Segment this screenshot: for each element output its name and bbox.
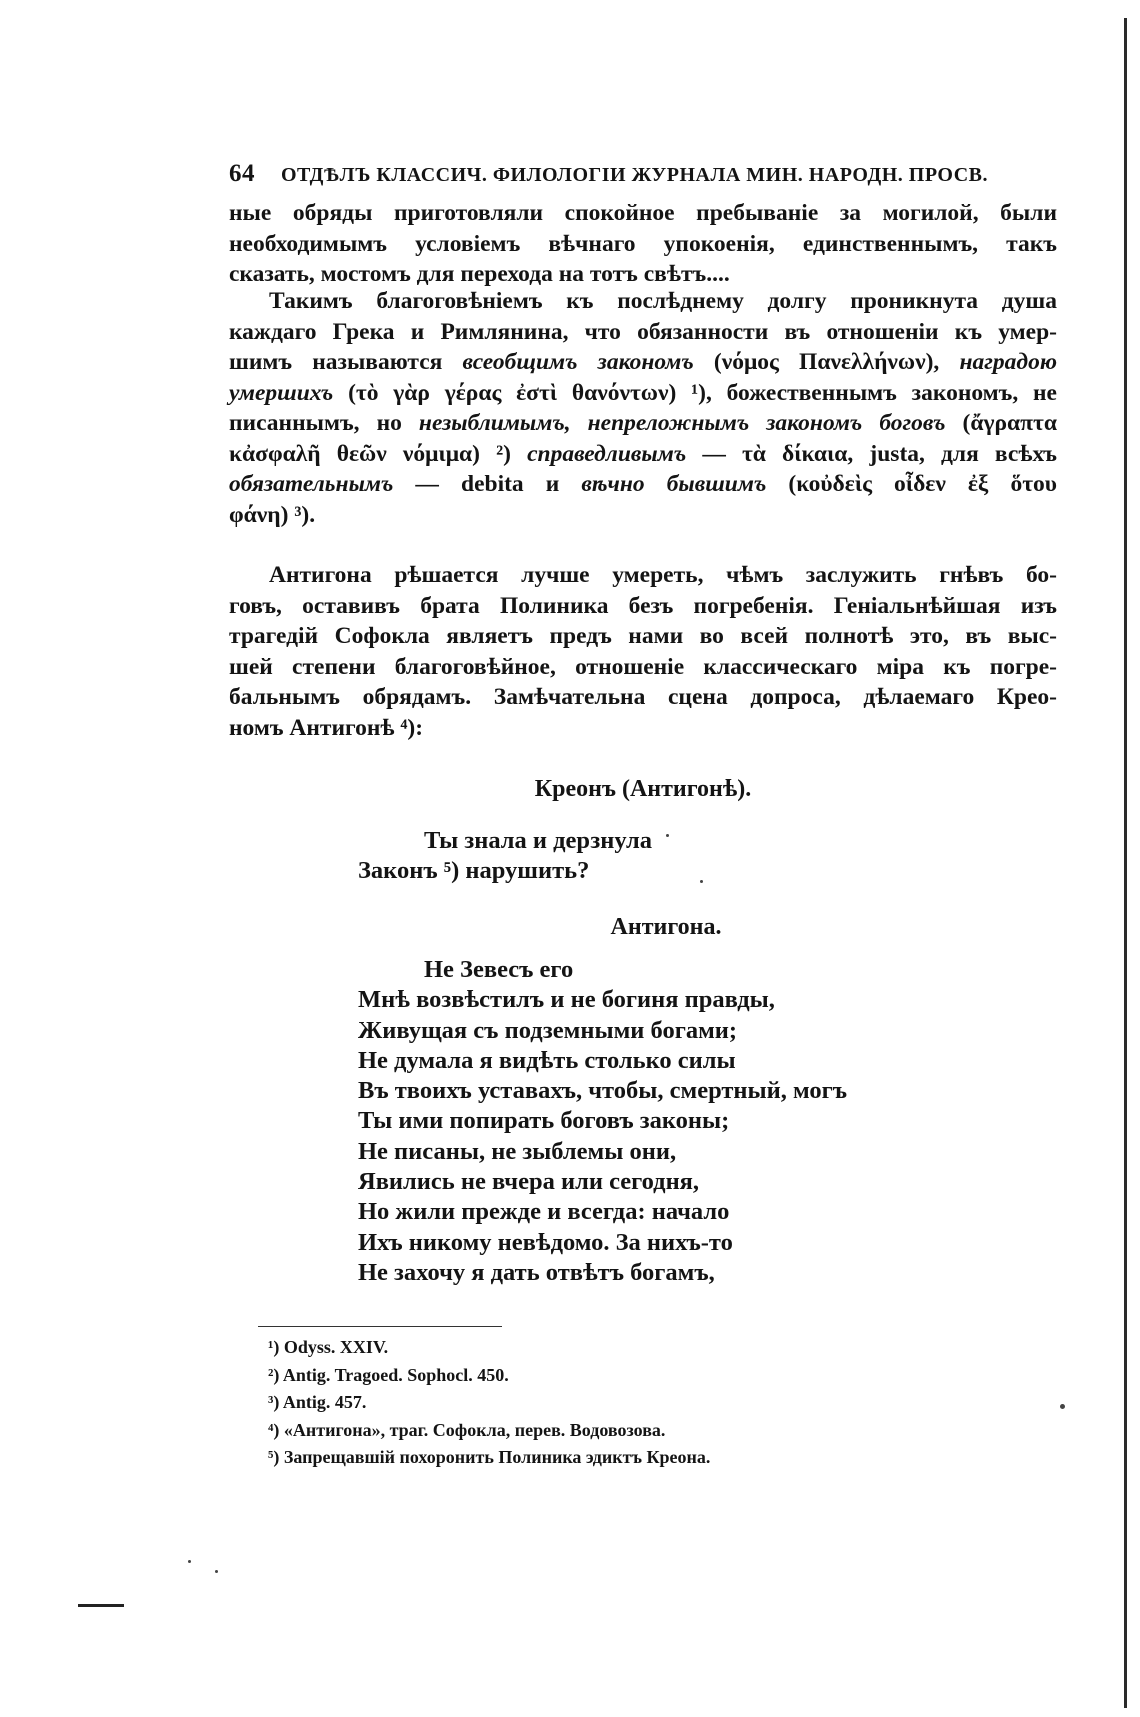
running-header bbox=[229, 160, 1057, 188]
text-run: шимъ называются bbox=[229, 349, 463, 375]
text-line bbox=[229, 378, 1057, 409]
verse-line: Не захочу я дать отвѣтъ богамъ, bbox=[358, 1258, 715, 1286]
greek-phrase: (ἄγραπτα bbox=[945, 410, 1057, 436]
greek-phrase: κἀσφαλῆ θεῶν νόμιμα) ²) bbox=[229, 440, 528, 467]
verse-line: Мнѣ возвѣстилъ и не богиня правды, bbox=[358, 986, 775, 1014]
italic-phrase: вѣчно бывшимъ bbox=[581, 471, 767, 497]
paragraph-reverence bbox=[229, 286, 1057, 530]
paragraph-antigone bbox=[229, 560, 1057, 743]
italic-phrase: справедливымъ bbox=[527, 440, 687, 467]
text-line bbox=[229, 408, 1057, 439]
running-title: ОТДѢЛЪ КЛАССИЧ. ФИЛОЛОГІИ ЖУРНАЛА МИН. НАРОДН. ПРОСВ. bbox=[281, 164, 989, 186]
footnote: ²) Antig. Tragoed. Sophocl. 450. bbox=[268, 1364, 509, 1385]
verse-line: Не думала я видѣть столько силы bbox=[358, 1046, 736, 1074]
scan-speck bbox=[700, 880, 703, 883]
scan-speck bbox=[1060, 1404, 1065, 1409]
footnote-divider bbox=[258, 1326, 502, 1327]
greek-phrase: (νόμος Πανελλήνων), bbox=[693, 349, 960, 375]
page-edge-rule bbox=[1124, 18, 1127, 1708]
text-line: Антигона рѣшается лучше умереть, чѣмъ заслужить гнѣвъ бо- bbox=[269, 562, 1057, 588]
text-line: ные обряды приготовляли спокойное пребываніе за могилой, были bbox=[229, 200, 1057, 226]
scan-speck bbox=[215, 1570, 218, 1573]
footnotes bbox=[268, 1334, 710, 1472]
footnote: ³) Antig. 457. bbox=[268, 1392, 367, 1412]
footnote: ¹) Odyss. XXIV. bbox=[268, 1337, 389, 1357]
text-line: бальнымъ обрядамъ. Замѣчательна сцена допроса, дѣлаемаго Крео- bbox=[229, 684, 1057, 710]
speaker-creon: Креонъ (Антигонѣ). bbox=[534, 776, 752, 802]
text-line: трагедій Софокла являетъ предъ нами во всей полнотѣ это, въ выс- bbox=[229, 623, 1057, 649]
verse-line: Ты ими попирать боговъ законы; bbox=[358, 1107, 730, 1135]
footnote: ⁴) «Антигона», траг. Софокла, перев. Водовозова. bbox=[268, 1419, 666, 1440]
italic-phrase: наградою bbox=[959, 349, 1057, 375]
text-run: — debita и bbox=[393, 471, 582, 497]
speaker-antigone: Антигона. bbox=[610, 914, 722, 940]
verse-line: Живущая съ подземными богами; bbox=[358, 1016, 738, 1044]
text-line: номъ Антигонѣ ⁴): bbox=[229, 714, 424, 741]
text-run: писаннымъ, но bbox=[229, 410, 419, 436]
scan-speck bbox=[666, 834, 669, 837]
verse-line: Въ твоихъ уставахъ, чтобы, смертный, могъ bbox=[358, 1077, 848, 1105]
verse-line: Но жили прежде и всегда: начало bbox=[358, 1198, 730, 1226]
text-run: — τὰ δίκαια, justa, для всѣхъ bbox=[686, 440, 1057, 467]
footnote: ⁵) Запрещавшій похоронить Полиника эдиктъ Креона. bbox=[268, 1447, 711, 1467]
verse-line: Ихъ никому невѣдомо. За нихъ-то bbox=[358, 1228, 733, 1256]
paragraph-continuation bbox=[229, 198, 1057, 290]
text-line: Такимъ благоговѣніемъ къ послѣднему долгу проникнута душа bbox=[269, 288, 1057, 314]
greek-phrase: (τὸ γὰρ γέρας ἐστὶ θανόντων) ¹), божественнымъ закономъ, не bbox=[333, 379, 1057, 406]
verse-line: Не Зевесъ его bbox=[424, 956, 574, 983]
page-number: 64 bbox=[229, 160, 255, 187]
italic-phrase: обязательнымъ bbox=[229, 471, 394, 497]
antigone-verse bbox=[358, 955, 847, 1288]
italic-phrase: умершихъ bbox=[229, 379, 334, 406]
scan-mark bbox=[78, 1604, 124, 1607]
text-line: сказать, мостомъ для перехода на тотъ свѣтъ.... bbox=[229, 261, 730, 287]
text-line bbox=[229, 469, 1057, 500]
verse-line: Законъ ⁵) нарушить? bbox=[358, 857, 590, 885]
italic-phrase: незыблимымъ, непреложнымъ закономъ боговъ bbox=[418, 410, 946, 436]
greek-phrase: (κοὐδεὶς οἶδεν ἐξ ὅτου bbox=[766, 471, 1057, 497]
verse-line: Ты знала и дерзнула bbox=[424, 827, 652, 854]
text-line bbox=[229, 347, 1057, 378]
italic-phrase: всеобщимъ закономъ bbox=[462, 349, 694, 375]
scan-speck bbox=[188, 1560, 191, 1563]
verse-line: Явились не вчера или сегодня, bbox=[358, 1168, 700, 1196]
text-line: каждаго Грека и Римлянина, что обязанности въ отношеніи къ умер- bbox=[229, 318, 1057, 345]
text-line: φάνη) ³). bbox=[229, 501, 316, 528]
text-line bbox=[229, 439, 1057, 470]
text-line: говъ, оставивъ брата Полиника безъ погребенія. Геніальнѣйшая изъ bbox=[229, 592, 1057, 619]
creon-verse bbox=[358, 826, 652, 887]
verse-line: Не писаны, не зыблемы они, bbox=[358, 1137, 677, 1165]
text-line: необходимымъ условіемъ вѣчнаго упокоенія, единственнымъ, такъ bbox=[229, 230, 1057, 257]
text-line: шей степени благоговѣйное, отношеніе классическаго міра къ погре- bbox=[229, 653, 1057, 680]
